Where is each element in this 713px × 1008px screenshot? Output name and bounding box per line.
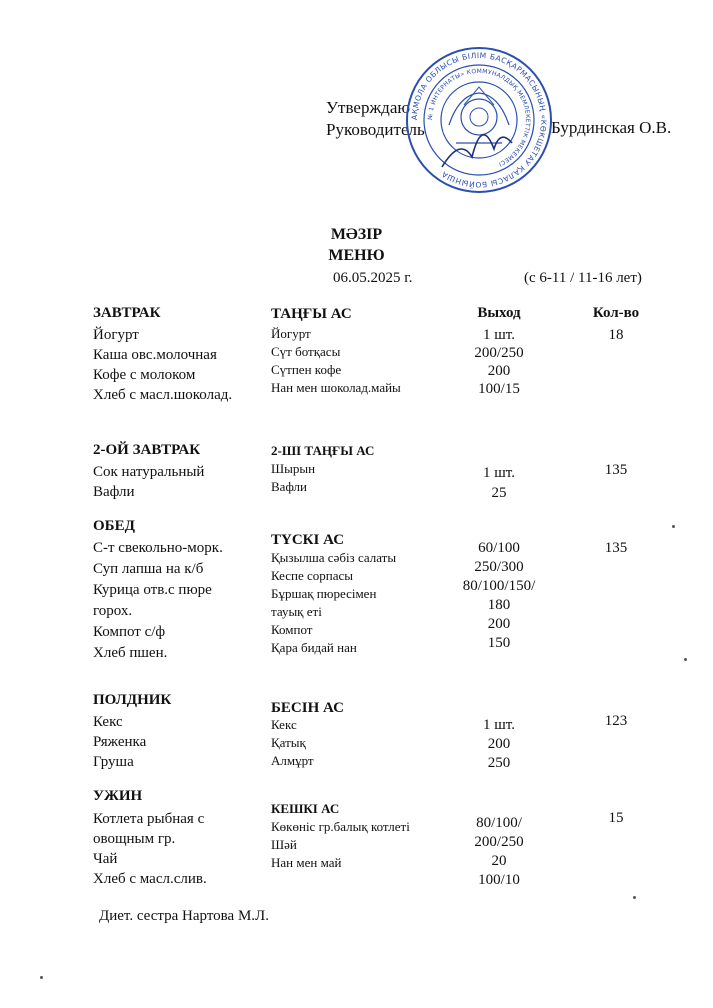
list-item: 20 [491, 853, 507, 869]
list-item: 180 [487, 597, 511, 613]
list-item: Кекс [271, 717, 297, 732]
head-label: Руководитель [326, 120, 425, 139]
list-item: 100/10 [478, 872, 520, 888]
meal-title-kz: ТАҢҒЫ АС [271, 306, 352, 322]
list-item: 150 [487, 635, 511, 651]
meal-qty: 18 [608, 327, 624, 343]
meal-items-kz [271, 460, 315, 496]
list-item: 200 [487, 736, 511, 752]
list-item: Кеспе сорпасы [271, 568, 354, 583]
list-item: Вафли [93, 484, 135, 500]
title-kz: МӘЗІР [330, 226, 383, 243]
list-item: Компот с/ф [93, 624, 166, 640]
meal-outputs [438, 539, 560, 653]
meal-title-kz: КЕШКІ АС [271, 801, 340, 816]
list-item: Бұршақ пюресімен [271, 586, 377, 601]
list-item: 25 [491, 485, 507, 501]
meal-outputs [438, 326, 560, 398]
meal-title-ru: ОБЕД [93, 518, 135, 534]
list-item: Шырын [271, 461, 316, 476]
list-item: Қара бидай нан [271, 640, 357, 655]
list-item: Каша овс.молочная [93, 347, 217, 363]
list-item: Сок натуральный [93, 464, 205, 480]
list-item: С-т свекольно-морк. [93, 540, 223, 556]
meal-outputs [438, 716, 560, 773]
list-item: Компот [271, 622, 313, 637]
meal-items-ru [93, 809, 207, 889]
meal-items-ru [93, 538, 223, 664]
list-item: 200 [487, 616, 511, 632]
list-item: Ряженка [93, 734, 147, 750]
list-item: Көкөніс гр.балық котлеті [271, 819, 410, 834]
menu-date: 06.05.2025 г. [333, 270, 413, 286]
column-qty-header: Кол-во [592, 305, 640, 321]
list-item: 100/15 [478, 381, 520, 397]
meal-title-ru: 2-ОЙ ЗАВТРАК [93, 442, 201, 458]
list-item: Курица отв.с пюре [93, 582, 212, 598]
list-item: 80/100/150/ [462, 578, 536, 594]
list-item: 200/250 [474, 345, 524, 361]
list-item: 1 шт. [483, 465, 515, 481]
title-ru: МЕНЮ [328, 247, 385, 264]
list-item: 1 шт. [483, 717, 515, 733]
meal-title-kz: БЕСІН АС [271, 700, 344, 716]
meal-items-ru [93, 325, 232, 405]
meal-title-ru: ПОЛДНИК [93, 692, 172, 708]
meal-qty: 135 [604, 462, 628, 478]
meal-items-kz [271, 549, 396, 657]
list-item: Қатық [271, 735, 306, 750]
meal-items-ru [93, 712, 146, 772]
meal-items-kz [271, 325, 401, 397]
scan-speck [672, 525, 675, 528]
meal-title-kz: ТҮСКІ АС [271, 532, 345, 548]
list-item: Сүт ботқасы [271, 344, 341, 359]
meal-items-kz [271, 818, 410, 872]
list-item: Суп лапша на к/б [93, 561, 204, 577]
age-range: (с 6-11 / 11-16 лет) [524, 270, 642, 286]
list-item: Кекс [93, 714, 123, 730]
list-item: 1 шт. [483, 327, 515, 343]
list-item: 250/300 [474, 559, 524, 575]
list-item: Алмұрт [271, 753, 314, 768]
list-item: Котлета рыбная с [93, 811, 205, 827]
list-item: Хлеб пшен. [93, 645, 168, 661]
meal-outputs [438, 814, 560, 890]
list-item: 60/100 [478, 540, 520, 556]
dietitian-signature: Диет. сестра Нартова М.Л. [99, 908, 269, 924]
list-item: Кофе с молоком [93, 367, 196, 383]
meal-title-ru: ЗАВТРАК [93, 305, 161, 321]
list-item: Йогурт [93, 327, 139, 343]
meal-outputs [438, 463, 560, 503]
list-item: 200/250 [474, 834, 524, 850]
scan-speck [684, 658, 687, 661]
meal-qty: 15 [608, 810, 624, 826]
scan-speck [40, 976, 43, 979]
list-item: Хлеб с масл.шоколад. [93, 387, 233, 403]
stamp-inner-text: № 1 ИНТЕРНАТЫ» КОММУНАЛДЫҚ МЕМЛЕКЕТТІК МЕКЕМЕСІ [426, 67, 532, 168]
list-item: тауық еті [271, 604, 322, 619]
list-item: Нан мен шоколад.майы [271, 380, 401, 395]
official-stamp [404, 45, 554, 195]
list-item: Қызылша сәбіз салаты [271, 550, 397, 565]
list-item: Хлеб с масл.слив. [93, 871, 207, 887]
list-item: овощным гр. [93, 831, 176, 847]
meal-qty: 123 [604, 713, 628, 729]
head-name: Бурдинская О.В. [551, 118, 672, 137]
list-item: Йогурт [271, 326, 311, 341]
stamp-outer-text: АҚМОЛА ОБЛЫСЫ БІЛІМ БАСҚАРМАСЫНЫҢ «КӨКШЕТАУ ҚАЛАСЫ БОЙЫНША [409, 50, 549, 190]
list-item: 250 [487, 755, 511, 771]
list-item: Шәй [271, 837, 297, 852]
list-item: Чай [93, 851, 118, 867]
meal-qty: 135 [604, 540, 628, 556]
list-item: 80/100/ [476, 815, 522, 831]
list-item: Вафли [271, 479, 307, 494]
list-item: Нан мен май [271, 855, 342, 870]
list-item: 200 [487, 363, 511, 379]
column-output-header: Выход [477, 305, 521, 321]
list-item: горох. [93, 603, 133, 619]
scan-speck [633, 896, 636, 899]
meal-title-ru: УЖИН [93, 788, 143, 804]
list-item: Сүтпен кофе [271, 362, 342, 377]
meal-items-ru [93, 462, 204, 502]
svg-text:№ 1 ИНТЕРНАТЫ» КОММУНАЛДЫҚ МЕМ [427, 68, 531, 168]
approve-label: Утверждаю [326, 98, 411, 117]
list-item: Груша [93, 754, 134, 770]
meal-title-kz: 2-ШІ ТАҢҒЫ АС [271, 443, 375, 458]
meal-items-kz [271, 716, 314, 770]
